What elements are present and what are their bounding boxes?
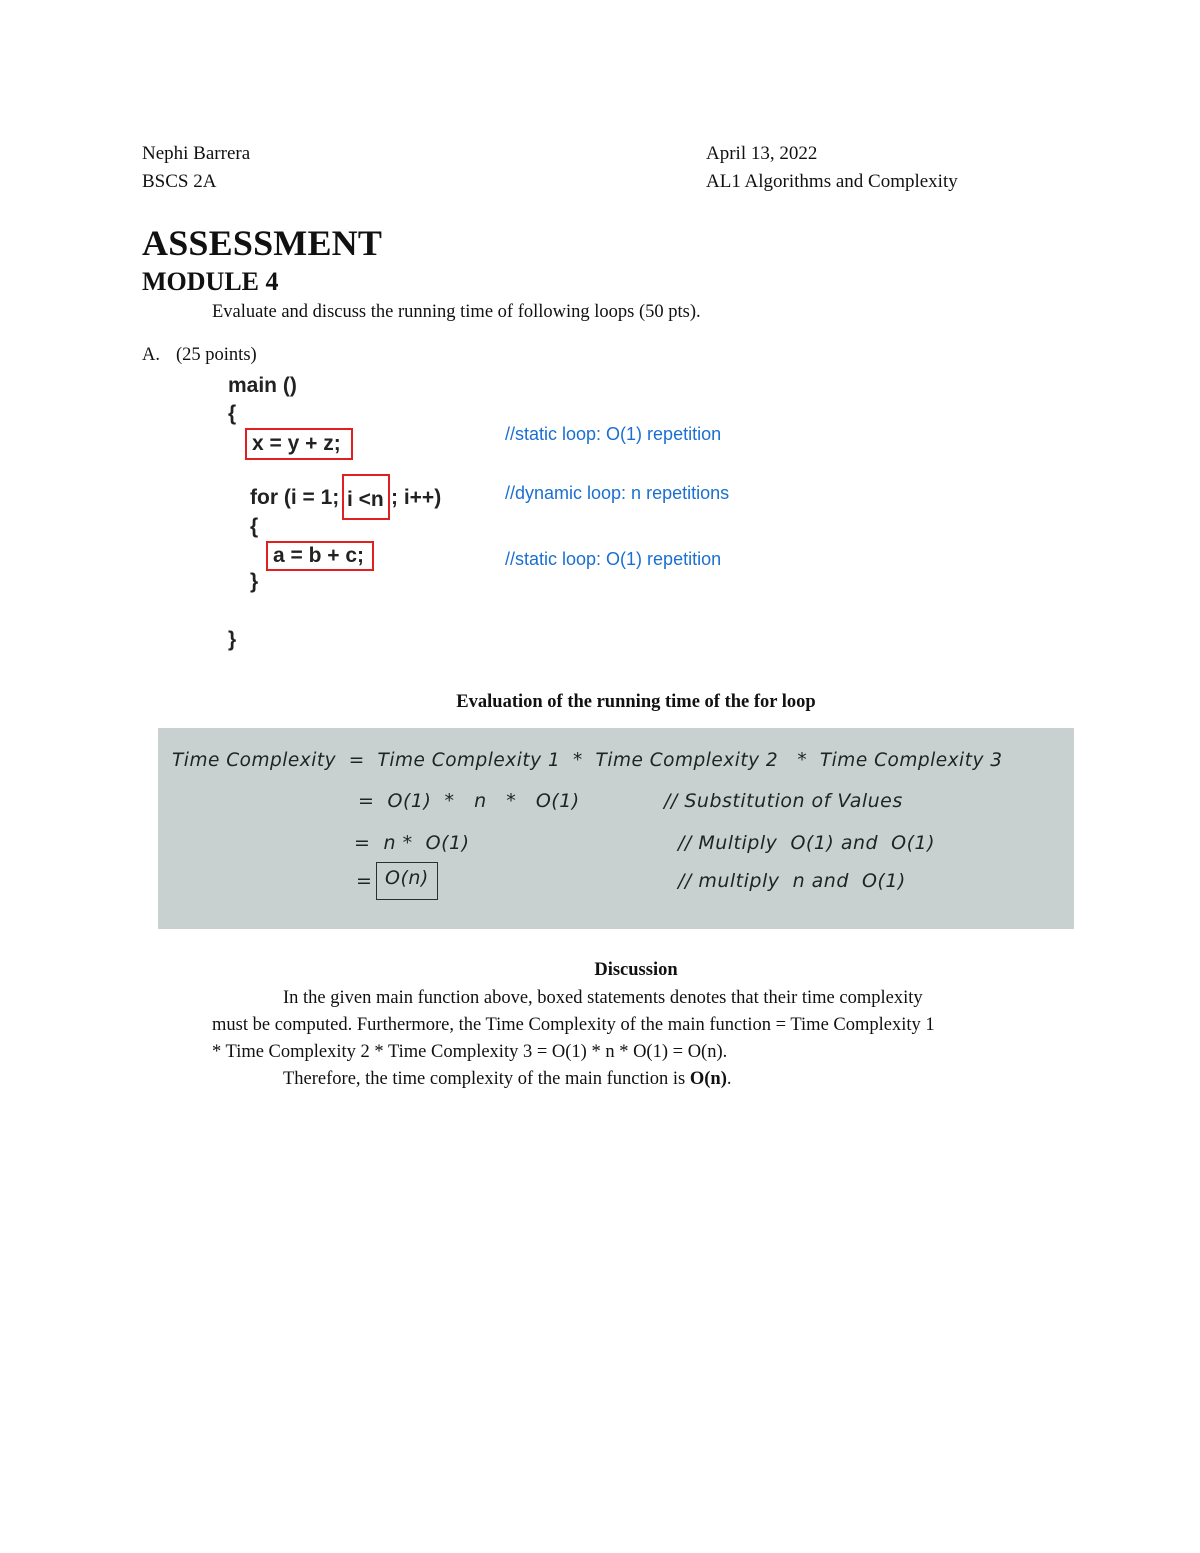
handwritten-line-1: Time Complexity = Time Complexity 1 * Time Complexity 2 * Time Complexity 3 — [172, 750, 1003, 771]
code-statement-2-boxed: a = b + c; — [266, 541, 374, 571]
conclusion-period: . — [726, 1069, 732, 1089]
page-title: ASSESSMENT — [142, 223, 383, 263]
handwritten-result-boxed: O(n) — [376, 862, 438, 900]
part-a-label: A. — [142, 345, 160, 365]
code-open-brace: { — [228, 402, 237, 425]
code-inner-close-brace: } — [250, 570, 259, 593]
handwritten-line-3: = n * O(1) — [354, 832, 470, 854]
instructions: Evaluate and discuss the running time of following loops (50 pts). — [212, 302, 701, 322]
code-for-prefix: for (i = 1; — [250, 486, 340, 509]
module-heading: MODULE 4 — [142, 267, 279, 296]
handwritten-note-4: // multiply n and O(1) — [678, 870, 906, 892]
discussion-heading: Discussion — [594, 960, 678, 980]
date: April 13, 2022 — [706, 143, 818, 164]
part-a-points: (25 points) — [176, 345, 257, 365]
comment-static-loop-1: //static loop: O(1) repetition — [505, 424, 722, 444]
handwritten-note-2: // Substitution of Values — [664, 790, 903, 812]
discussion-line-2: must be computed. Furthermore, the Time Complexity of the main function = Time Complexity 1 — [212, 1015, 935, 1035]
handwritten-work-panel — [158, 728, 1074, 929]
student-name: Nephi Barrera — [142, 143, 251, 164]
discussion-line-3: * Time Complexity 2 * Time Complexity 3 = O(1) * n * O(1) = O(n). — [212, 1042, 728, 1062]
code-statement-1-boxed: x = y + z; — [245, 428, 353, 460]
course-name: AL1 Algorithms and Complexity — [706, 171, 958, 192]
code-for-condition-boxed: i <n — [342, 474, 390, 520]
handwritten-line-2: = O(1) * n * O(1) — [358, 790, 580, 812]
student-section: BSCS 2A — [142, 171, 217, 192]
conclusion-text: Therefore, the time complexity of the main function is — [283, 1069, 690, 1089]
discussion-conclusion — [283, 1066, 732, 1093]
code-main-signature: main () — [228, 374, 297, 397]
code-inner-open-brace: { — [250, 515, 259, 538]
evaluation-heading: Evaluation of the running time of the for loop — [456, 692, 816, 712]
comment-static-loop-2: //static loop: O(1) repetition — [505, 549, 722, 569]
conclusion-result: O(n) — [689, 1069, 727, 1089]
code-for-suffix: ; i++) — [391, 486, 442, 509]
handwritten-line-4-equals: = — [356, 870, 373, 892]
discussion-line-1: In the given main function above, boxed statements denotes that their time complexity — [283, 988, 923, 1008]
handwritten-note-3: // Multiply O(1) and O(1) — [678, 832, 936, 854]
code-close-brace: } — [228, 628, 237, 651]
comment-dynamic-loop: //dynamic loop: n repetitions — [505, 483, 730, 503]
